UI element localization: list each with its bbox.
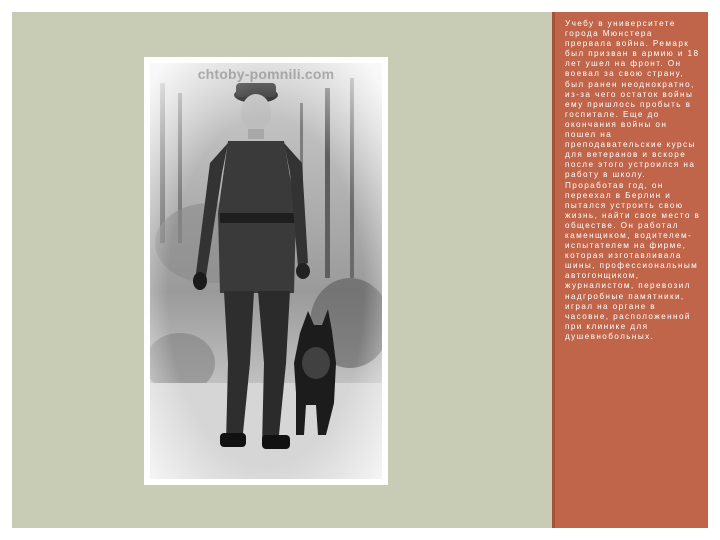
body-text: Учебу в университете города Мюнстера прервала война. Ремарк был призван в армию и 18 лет ушел на фронт. Он воевал за свою страну, был ранен неоднократно, из-за чего остаток войны ему пришлось пробыть в госпитале. Еще до окончания войны он пошел на преподавательские курсы для ветеранов и вскоре после этого устроился на работу в школу. Проработав год, он переехал в Берлин и пытался устроить свою жизнь, найти свое место в обществе. Он работал каменщиком, водителем-испытателем на фирме, которая изготавливала шины, профессиональным автогонщиком, журналистом, перевозил надгробные памятники, играл на органе в часовне, расположенной при клинике для душевнобольных.: [565, 19, 701, 341]
watermark-text: chtoby-pomnili.com: [197, 66, 335, 82]
panel-divider: [552, 12, 555, 528]
photo-image: [150, 63, 382, 479]
photo-frame: [144, 57, 388, 485]
soldier-with-dog-photo: [150, 63, 382, 479]
text-panel: [552, 12, 708, 528]
